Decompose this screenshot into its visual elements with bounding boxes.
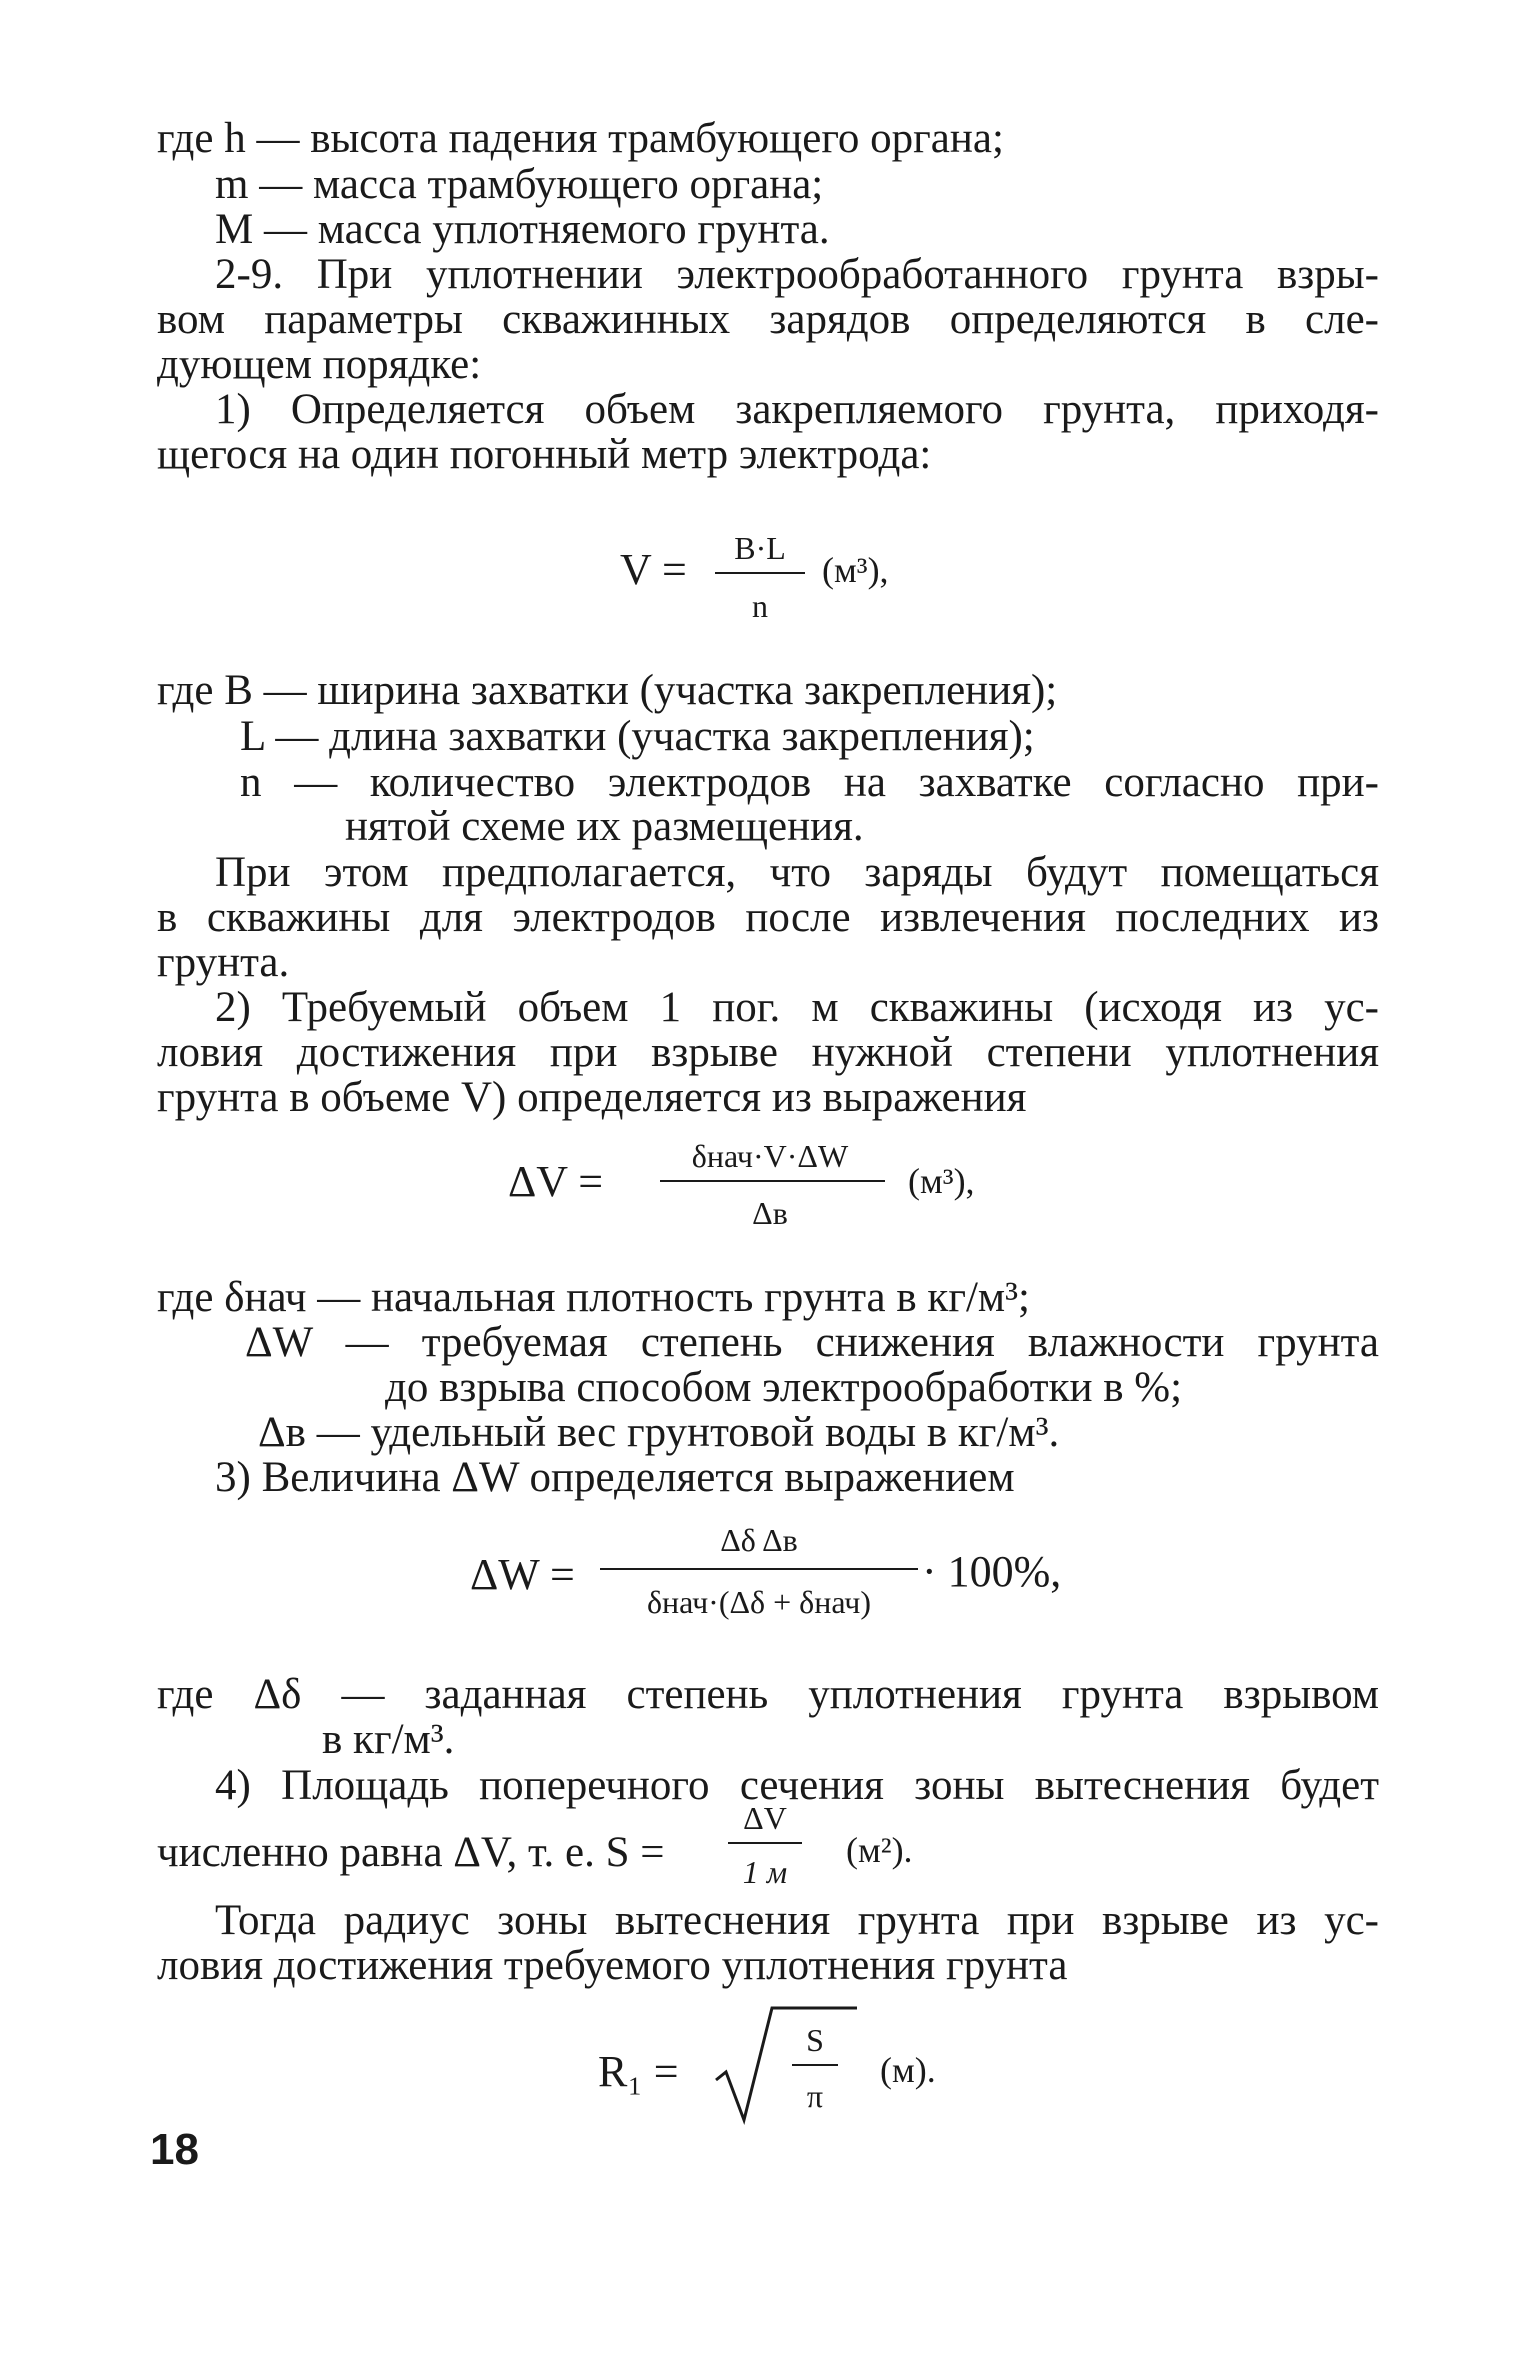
def-M: M — масса уплотняемого грунта. bbox=[215, 206, 830, 253]
formula-volume-denominator: n bbox=[752, 588, 768, 624]
radius-line1: Тогда радиус зоны вытеснения грунта при взрыве из ус- bbox=[215, 1897, 1379, 1944]
where-L: L — длина захватки (участка закрепления); bbox=[240, 713, 1035, 760]
where-water-weight: Δв — удельный вес грунтовой воды в кг/м³. bbox=[258, 1409, 1060, 1456]
def-m: m — масса трамбующего органа; bbox=[215, 161, 824, 208]
note-line3: грунта. bbox=[157, 939, 290, 986]
formula-delta-v-denominator: Δв bbox=[752, 1195, 788, 1231]
formula-delta-v-numerator: δнач·V·ΔW bbox=[691, 1138, 849, 1174]
where-B: где B — ширина захватки (участка закрепления); bbox=[157, 667, 1058, 714]
where-n-line2: нятой схеме их размещения. bbox=[345, 803, 864, 850]
where-dW-line1: ΔW — требуемая степень снижения влажности грунта bbox=[245, 1319, 1379, 1366]
where-dW-line2: до взрыва способом электрообработки в %; bbox=[385, 1364, 1183, 1411]
formula-radius-lhs: R₁ = bbox=[598, 2047, 679, 2096]
where-n-line1: n — количество электродов на захватке согласно при- bbox=[240, 759, 1379, 806]
page-number: 18 bbox=[150, 2125, 199, 2174]
step2-line2: ловия достижения при взрыве нужной степени уплотнения bbox=[157, 1029, 1379, 1076]
formula-area-unit: (м²). bbox=[846, 1830, 913, 1870]
where-compaction-line2: в кг/м³. bbox=[322, 1716, 455, 1763]
step2-line1: 2) Требуемый объем 1 пог. м скважины (исходя из ус- bbox=[215, 984, 1379, 1031]
para-2-9-line1: 2-9. При уплотнении электрообработанного грунта взры- bbox=[215, 251, 1379, 298]
step3: 3) Величина ΔW определяется выражением bbox=[215, 1454, 1015, 1501]
formula-radius-unit: (м). bbox=[880, 2050, 936, 2090]
step4-line2: численно равна ΔV, т. е. S = bbox=[157, 1829, 665, 1876]
fraction-bar bbox=[728, 1842, 802, 1844]
formula-delta-v-lhs: ΔV = bbox=[508, 1157, 604, 1206]
formula-area-numerator: ΔV bbox=[743, 1800, 787, 1836]
def-h: где h — высота падения трамбующего органа; bbox=[157, 115, 1004, 162]
step1-line2: щегося на один погонный метр электрода: bbox=[157, 431, 932, 478]
where-density: где δнач — начальная плотность грунта в кг/м³; bbox=[157, 1274, 1030, 1321]
formula-delta-w-rhs: · 100%, bbox=[922, 1547, 1062, 1596]
step2-line3: грунта в объеме V) определяется из выражения bbox=[157, 1074, 1027, 1121]
fraction-bar bbox=[660, 1180, 885, 1182]
formula-volume-unit: (м³), bbox=[822, 550, 889, 590]
para-2-9-line3: дующем порядке: bbox=[157, 341, 482, 388]
where-compaction-line1: где Δδ — заданная степень уплотнения грунта взрывом bbox=[157, 1671, 1379, 1718]
formula-radius-denominator: π bbox=[806, 2078, 824, 2114]
formula-volume-lhs: V = bbox=[620, 545, 687, 594]
radius-line2: ловия достижения требуемого уплотнения грунта bbox=[157, 1942, 1068, 1989]
step1-line1: 1) Определяется объем закрепляемого грунта, приходя- bbox=[215, 386, 1379, 433]
para-2-9-line2: вом параметры скважинных зарядов определяются в сле- bbox=[157, 296, 1379, 343]
formula-delta-v-unit: (м³), bbox=[908, 1161, 975, 1201]
formula-delta-w-lhs: ΔW = bbox=[470, 1550, 575, 1599]
formula-delta-w-denominator: δнач·(Δδ + δнач) bbox=[646, 1584, 872, 1620]
formula-area-denominator: 1 м bbox=[742, 1854, 788, 1890]
note-line2: в скважины для электродов после извлечения последних из bbox=[157, 894, 1379, 941]
note-line1: При этом предполагается, что заряды будут помещаться bbox=[215, 849, 1379, 896]
fraction-bar bbox=[600, 1568, 918, 1570]
step4-line1: 4) Площадь поперечного сечения зоны вытеснения будет bbox=[215, 1762, 1379, 1809]
formula-delta-w-numerator: Δδ Δв bbox=[720, 1522, 798, 1558]
fraction-bar bbox=[715, 572, 805, 574]
formula-radius-numerator: S bbox=[806, 2022, 824, 2058]
formula-volume-numerator: B·L bbox=[734, 530, 786, 566]
fraction-bar bbox=[792, 2064, 838, 2066]
